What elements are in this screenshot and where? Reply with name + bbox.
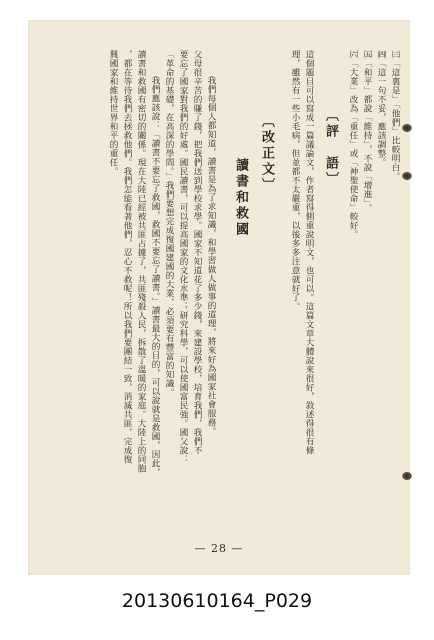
corrected-text-heading: 〔改正文〕 (259, 114, 274, 194)
body-line: 要忘了國家對我們的好處。國民讀書，可以提高國家的文化水準；研究科學，可以使國富民強。國父說： (178, 50, 188, 464)
note-line: ㈥「大業」改為「重任」或「神聖使命」較好。 (348, 50, 358, 239)
body-line: ，都在等待我們去拯救他們。我們怎能看著他們，忍心不救呢！所以我們要團結一致，消滅共匪，完成復 (122, 50, 132, 464)
body-line: 讀書和救國有密切的關係。現在大陸已經被共匪占據了，共匪殘殺人民，拆散了溫暖的家庭。大陸上的同胞 (136, 50, 146, 473)
image-caption: 20130610164_P029 (121, 590, 313, 612)
binding-hole (402, 472, 412, 480)
page-number: — 28 — (194, 542, 244, 555)
body-line: 興國家和維持世界和平的重任。 (108, 50, 118, 176)
essay-title: 讀書和救國 (233, 158, 248, 238)
body-line: 「革命的基礎，在高深的學問。」我們要想完成復國建國的大業，必須要有豐富的知識。 (164, 50, 174, 397)
note-line: ㈤「和平」都說「維持」，不說「增進」。 (362, 50, 372, 213)
commentary-heading: 〔評 語〕 (323, 108, 338, 188)
body-line: 我們每個人都知道，讀書是為了求知識，和學習做人做事的道理，將來好為國家社會服務。 (206, 76, 216, 436)
note-line: ㈢「這裏是」「他們」比較明白。 (390, 50, 400, 181)
document-page (28, 20, 410, 575)
commentary-line: 理，雖然有一些小毛病，但並都不太嚴重，以後多多注意就好了。 (290, 50, 300, 311)
binding-hole (402, 124, 412, 132)
body-line: 父母很辛苦的賺了錢，把我們送到學校求學。國家不知道花了多少錢，來建設學校，培育我們，我們不 (192, 50, 202, 455)
commentary-line: 這個題目可以寫成一篇議論文，作者寫得側重說明文，也可以。這篇文章大體說來很好，敘述得很有條 (304, 50, 314, 455)
body-line: 我們應該說：「讀書不要忘了救國，救國不要忘了讀書。」讀書最大的目的，可以說就是救國，因此， (150, 76, 160, 477)
binding-hole (402, 172, 412, 180)
note-line: ㈣「這一句不妥，應該調整。 (376, 50, 386, 167)
